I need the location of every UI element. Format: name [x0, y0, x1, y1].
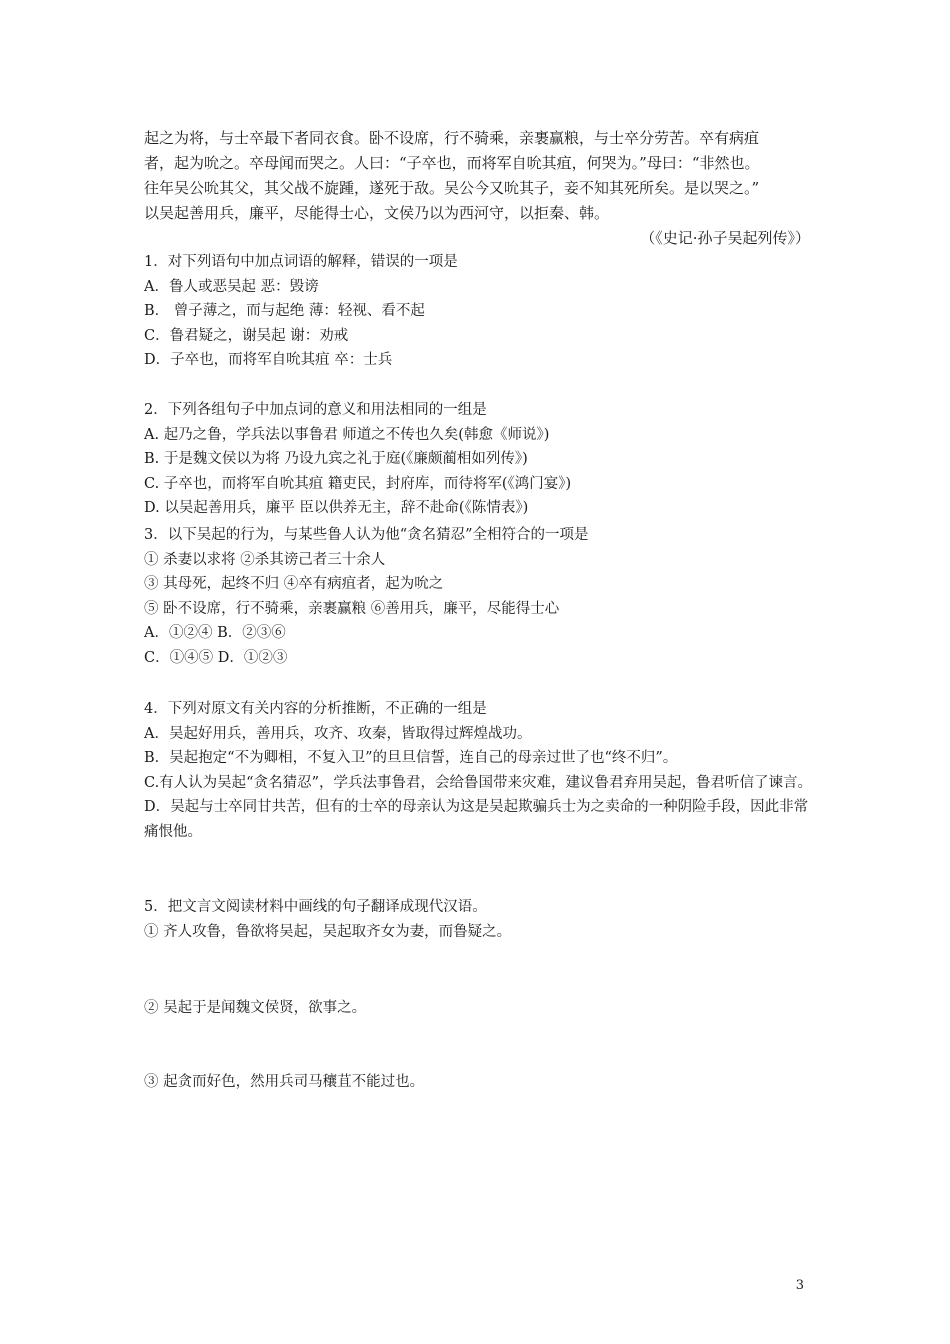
option-d: D．子卒也，而将军自吮其疽 卒：士兵 — [144, 352, 393, 368]
option-c: C. 子卒也，而将军自吮其疽 籍吏民，封府库，而待将军(《鸿门宴》) — [144, 475, 572, 492]
passage-line: 往年吴公吮其父，其父战不旋踵，遂死于敌。吴公今又吮其子，妾不知其死所矣。是以哭之。” — [144, 179, 760, 197]
question-stem: 3．以下吴起的行为，与某些鲁人认为他“贪名猜忍”全相符合的一项是 — [144, 527, 589, 543]
translation-item: ② 吴起于是闻魏文侯贤，欲事之。 — [144, 1000, 367, 1016]
question-stem: 5．把文言文阅读材料中画线的句子翻译成现代汉语。 — [144, 899, 487, 915]
passage-line: 以吴起善用兵，廉平，尽能得士心，文侯乃以为西河守，以拒秦、韩。 — [144, 204, 610, 222]
question-5-item-3 — [144, 1070, 812, 1095]
page-number: 3 — [795, 1278, 804, 1293]
passage-line: 起之为将，与士卒最下者同衣食。卧不设席，行不骑乘，亲裹赢粮，与士卒分劳苦。卒有病疽 — [144, 129, 760, 147]
option-c: C.有人认为吴起“贪名猜忍”，学兵法事鲁君，会给鲁国带来灾难，建议鲁君弃用吴起，鲁君听信了谏言。 — [144, 774, 813, 791]
translation-item: ① 齐人攻鲁，鲁欲将吴起，吴起取齐女为妻，而鲁疑之。 — [144, 923, 512, 940]
passage-line: 者，起为吮之。卒母闻而哭之。人曰：“子卒也，而将军自吮其疽，何哭为。”母曰：“非然也。 — [144, 154, 760, 172]
option-a: A．吴起好用兵，善用兵，攻齐、攻秦，皆取得过辉煌战功。 — [144, 725, 532, 742]
question-stem: 2．下列各组句子中加点词的意义和用法相同的一组是 — [144, 402, 487, 418]
question-5 — [144, 895, 812, 944]
option-b: B．吴起抱定“不为卿相，不复入卫”的旦旦信誓，连自己的母亲过世了也“终不归”。 — [144, 750, 678, 766]
option-a: A. 起乃之鲁，学兵法以事鲁君 师道之不传也久矣(韩愈《师说》) — [144, 426, 550, 443]
question-2 — [144, 398, 812, 521]
option-d: D．吴起与士卒同甘共苦，但有的士卒的母亲认为这是吴起欺骗兵士为之卖命的一种阴险手段，因此非常痛恨他。 — [144, 799, 809, 840]
choice-item: ⑤ 卧不设席，行不骑乘，亲裹赢粮 ⑥善用兵，廉平，尽能得士心 — [144, 600, 560, 617]
option-b: B． 曾子薄之，而与起绝 薄：轻视、看不起 — [144, 303, 425, 319]
passage-source: （《史记·孙子吴起列传》） — [640, 229, 810, 247]
classical-passage — [144, 126, 812, 251]
option-d: D. 以吴起善用兵，廉平 臣以供养无主，辞不赴命(《陈情表》) — [144, 500, 529, 516]
option-a: A．鲁人或恶吴起 恶：毁谤 — [144, 278, 319, 295]
question-3 — [144, 523, 812, 670]
question-5-item-2 — [144, 996, 812, 1021]
choice-item: ① 杀妻以求将 ②杀其谤己者三十余人 — [144, 551, 386, 568]
choice-item: ③ 其母死，起终不归 ④卒有病疽者，起为吮之 — [144, 576, 444, 592]
question-stem: 4．下列对原文有关内容的分析推断，不正确的一组是 — [144, 701, 487, 717]
question-stem: 1．对下列语句中加点词语的解释，错误的一项是 — [144, 254, 458, 270]
translation-item: ③ 起贪而好色，然用兵司马穰苴不能过也。 — [144, 1074, 425, 1090]
question-1 — [144, 250, 812, 373]
option-c: C．鲁君疑之，谢吴起 谢：劝戒 — [144, 327, 349, 344]
option-row: A．①②④ B．②③⑥ — [144, 625, 286, 641]
option-row: C．①④⑤ D．①②③ — [144, 649, 288, 666]
option-b: B. 于是魏文侯以为将 乃设九宾之礼于庭(《廉颇蔺相如列传》) — [144, 451, 528, 467]
question-4 — [144, 697, 812, 844]
